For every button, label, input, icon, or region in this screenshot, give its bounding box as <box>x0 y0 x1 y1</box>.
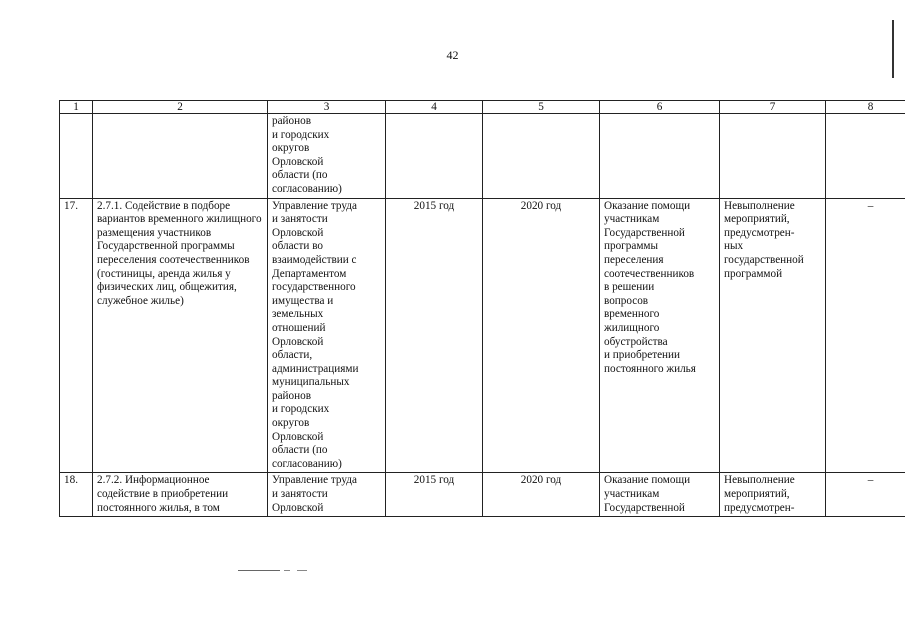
scan-edge-mark <box>892 20 894 78</box>
program-measures-table <box>59 100 905 517</box>
header-col-7: 7 <box>720 101 826 114</box>
header-col-2: 2 <box>93 101 268 114</box>
page-number: 42 <box>446 48 459 62</box>
consequence-cell: Невыполнение мероприятий, предусмотрен- <box>720 473 826 517</box>
measure-cell <box>93 114 268 199</box>
header-col-6: 6 <box>600 101 720 114</box>
table-row <box>60 114 905 199</box>
table-row <box>60 198 905 473</box>
row-number: 17. <box>60 198 93 473</box>
executor-cell: районов и городских округов Орловской области (по согласованию) <box>268 114 386 199</box>
column-number-row <box>60 101 905 114</box>
start-year-cell <box>386 114 483 199</box>
footer-rule-fragment <box>284 570 290 571</box>
measure-cell: 2.7.1. Содействие в подборе вариантов временного жилищного размещения участников Государственной программы переселения соотечественников (гостиницы, аренда жилья у физических лиц, общежития, служебное жилье) <box>93 198 268 473</box>
consequence-cell <box>720 114 826 199</box>
end-year-cell <box>483 114 600 199</box>
result-cell: Оказание помощи участникам Государственной программы переселения соотечественников в решении вопросов временного жилищного обустройства и приобретении постоянного жилья <box>600 198 720 473</box>
result-cell <box>600 114 720 199</box>
executor-cell: Управление труда и занятости Орловской <box>268 473 386 517</box>
header-col-8: 8 <box>826 101 905 114</box>
header-col-4: 4 <box>386 101 483 114</box>
result-cell: Оказание помощи участникам Государственной <box>600 473 720 517</box>
start-year-cell: 2015 год <box>386 198 483 473</box>
link-cell: – <box>826 198 905 473</box>
header-col-3: 3 <box>268 101 386 114</box>
link-cell <box>826 114 905 199</box>
row-number: 18. <box>60 473 93 517</box>
end-year-cell: 2020 год <box>483 198 600 473</box>
footer-rule-fragment <box>297 570 307 571</box>
start-year-cell: 2015 год <box>386 473 483 517</box>
header-col-1: 1 <box>60 101 93 114</box>
table-row <box>60 473 905 517</box>
measure-cell: 2.7.2. Информационное содействие в приобретении постоянного жилья, в том <box>93 473 268 517</box>
row-number <box>60 114 93 199</box>
footer-rule <box>238 570 280 571</box>
consequence-cell: Невыполнение мероприятий, предусмотрен- ных государственной программой <box>720 198 826 473</box>
end-year-cell: 2020 год <box>483 473 600 517</box>
link-cell: – <box>826 473 905 517</box>
header-col-5: 5 <box>483 101 600 114</box>
executor-cell: Управление труда и занятости Орловской области во взаимодействии с Департаментом государственного имущества и земельных отношений Орловской области, администрациями муниципальных районов и городских округов Орловской области (по согласованию) <box>268 198 386 473</box>
